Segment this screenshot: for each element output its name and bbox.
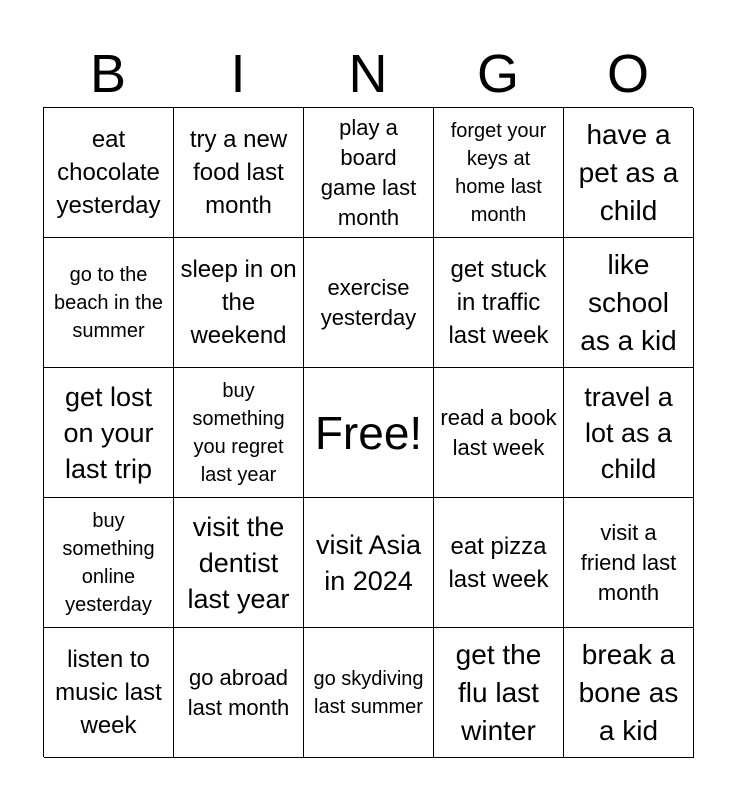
- bingo-cell[interactable]: [434, 368, 564, 498]
- bingo-cell-text: get the flu last winter: [455, 638, 542, 746]
- header-letter-b: B: [89, 44, 127, 104]
- bingo-cell-text: forget your keys at home last month: [450, 119, 547, 226]
- bingo-cell[interactable]: [44, 498, 174, 628]
- bingo-cell[interactable]: [174, 628, 304, 758]
- bingo-cell[interactable]: [564, 498, 694, 628]
- header-letter-o: O: [606, 44, 649, 104]
- bingo-cell[interactable]: [304, 108, 434, 238]
- bingo-cell-text: visit Asia in 2024: [315, 529, 422, 596]
- bingo-cell-text: buy something online yesterday: [62, 509, 155, 616]
- bingo-cell[interactable]: [44, 628, 174, 758]
- bingo-cell[interactable]: [174, 368, 304, 498]
- bingo-cell-text: like school as a kid: [580, 248, 677, 356]
- free-space-text: Free!: [314, 406, 423, 459]
- bingo-cell-text: go abroad last month: [187, 664, 290, 720]
- bingo-cell-text: go to the beach in the summer: [54, 263, 163, 342]
- bingo-header: [43, 40, 693, 108]
- bingo-cell-text: listen to music last week: [55, 646, 162, 739]
- bingo-cell[interactable]: [434, 108, 564, 238]
- bingo-cell-text: get lost on your last trip: [63, 381, 154, 484]
- bingo-cell[interactable]: [564, 628, 694, 758]
- bingo-cell[interactable]: [304, 628, 434, 758]
- bingo-cell-text: eat pizza last week: [448, 532, 549, 593]
- bingo-cell-text: read a book last week: [440, 404, 557, 460]
- bingo-cell[interactable]: [174, 108, 304, 238]
- bingo-cell-text: travel a lot as a child: [584, 381, 673, 484]
- bingo-cell[interactable]: [564, 238, 694, 368]
- bingo-cell-text: sleep in on the weekend: [180, 256, 297, 349]
- bingo-cell[interactable]: [564, 368, 694, 498]
- bingo-cell-text: have a pet as a child: [578, 118, 679, 226]
- bingo-cell-text: try a new food last month: [189, 126, 288, 219]
- bingo-cell[interactable]: [434, 498, 564, 628]
- bingo-cell-text: exercise yesterday: [320, 274, 417, 330]
- free-space-cell[interactable]: [304, 368, 434, 498]
- bingo-cell[interactable]: [304, 498, 434, 628]
- header-letter-i: I: [230, 44, 246, 104]
- bingo-cell-text: play a board game last month: [320, 114, 417, 230]
- bingo-cell-text: visit a friend last month: [580, 519, 677, 605]
- bingo-cell[interactable]: [174, 238, 304, 368]
- bingo-cell[interactable]: [564, 108, 694, 238]
- bingo-cell[interactable]: [44, 108, 174, 238]
- header-letter-n: N: [348, 44, 388, 104]
- header-letter-g: G: [476, 44, 519, 104]
- bingo-cell[interactable]: [174, 498, 304, 628]
- bingo-cell-text: break a bone as a kid: [578, 638, 679, 746]
- bingo-cell-text: visit the dentist last year: [187, 511, 290, 614]
- bingo-cell[interactable]: [44, 368, 174, 498]
- bingo-cell-text: get stuck in traffic last week: [448, 256, 549, 349]
- bingo-cell-text: go skydiving last summer: [313, 667, 424, 718]
- bingo-cell[interactable]: [434, 628, 564, 758]
- bingo-cell-text: buy something you regret last year: [192, 379, 285, 486]
- bingo-cell[interactable]: [434, 238, 564, 368]
- bingo-board: [43, 107, 693, 757]
- bingo-cell[interactable]: [44, 238, 174, 368]
- bingo-cell-text: eat chocolate yesterday: [56, 126, 161, 219]
- bingo-cell[interactable]: [304, 238, 434, 368]
